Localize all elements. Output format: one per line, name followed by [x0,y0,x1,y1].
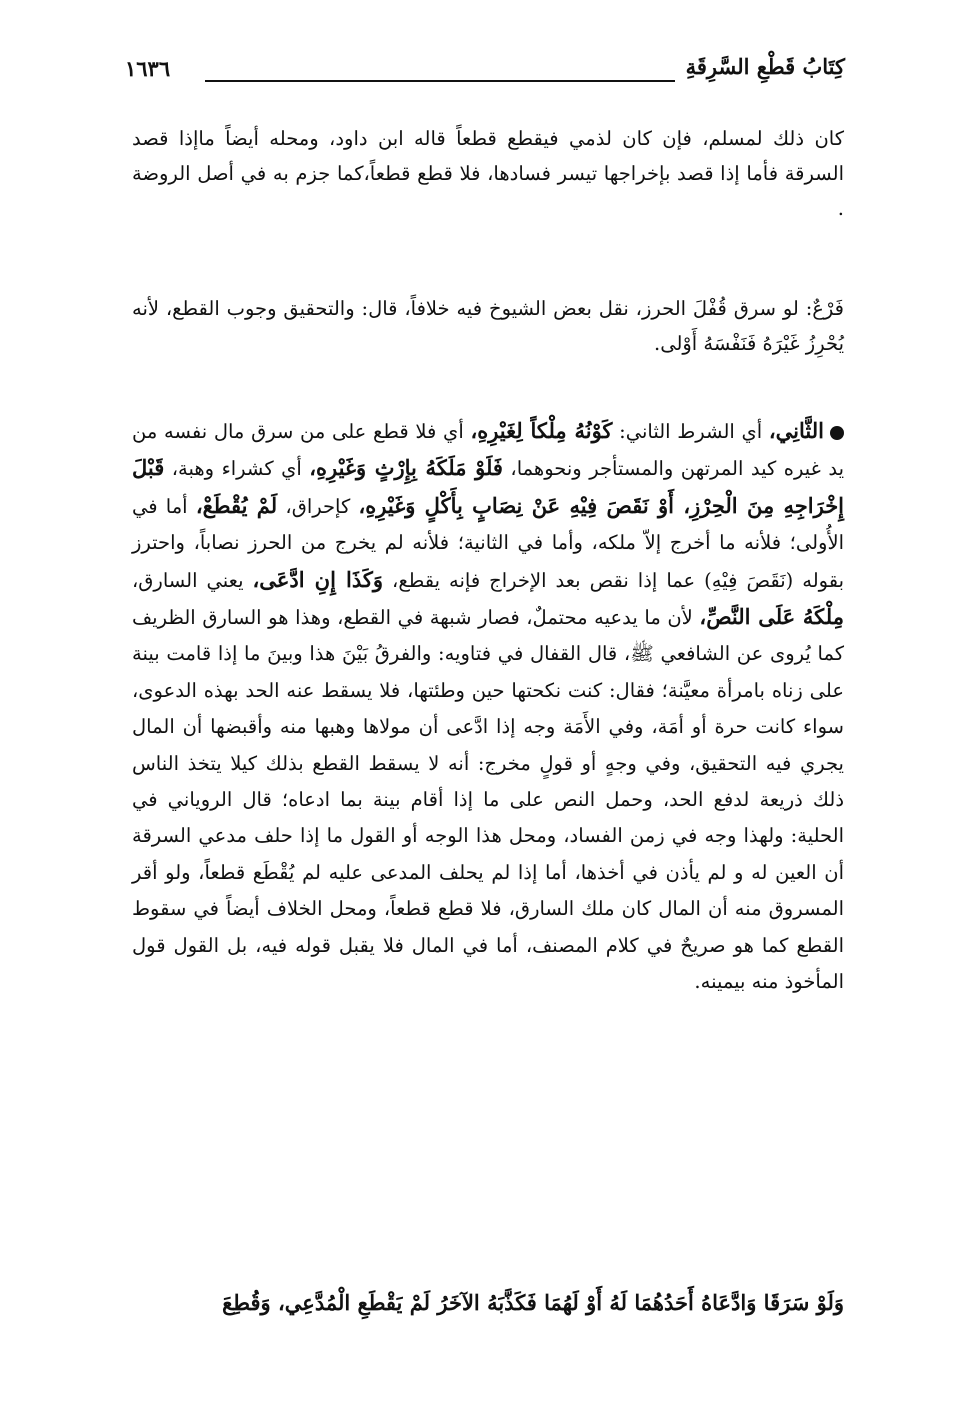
commentary-segment: كإحراق، [277,494,359,518]
matn-segment: قَبْلَ إِخْرَاجِهِ مِنَ الْحِرْزِ، أَوْ نَقَصَ فِيْهِ عَنْ نِصَابٍ بِأَكْلٍ وَغَيْرِهِ، [132,455,845,518]
header-rule [205,80,675,82]
commentary-segment: أما في الأُولى؛ فلأنه ما أخرج إلاّ ملكه، وأما في الثانية؛ فلأنه لم يخرج من الحرز نصاباً، واحترز بقوله (نَقَصَ فِيْهِ) عما إذا نقص بعد الإخراج فإنه يقطع، [132,494,845,592]
commentary-segment: لأن ما يدعيه محتملٌ، فصار شبهة في القطع، وهذا هو السارق الظريف كما يُروى عن الشافعي ﷺ، قال القفال في فتاويه: والفرقُ بَيْنَ هذا وبينَ ما إذا قامت بينة على زناه بامرأة معيَّنة؛ فقال: كنت نكحتها حين وطئتها، فلا يسقط عنه الحد بهذه الدعوى، سواء كانت حرة أو أمَة، وفي الأَمَة وجه إذا ادَّعى أن مولاها وهبها منه وأقبضها أن المال يجري فيه التحقيق، وفي وجهٍ أو قولٍ مخرج: أنه لا يسقط القطع بذلك كيلا يتخذ الناس ذلك ذريعة لدفع الحد، وحمل النص على ما إذا أقام بينة بما ادعاه؛ قال الروياني في الحلية: ولهذا وجه في زمن الفساد، ومحل هذا الوجه أو القول ما إذا حلف مدعي السرقة أن العين له و لم يأذن في أخذها، أما إذا لم يحلف المدعى عليه لم يُقْطَع قطعاً، ولو أقر المسروق منه أن المال كان ملك السارق، فلا قطع قطعاً، ومحل الخلاف أيضاً في سقوط القطع كما هو صريحٌ في كلام المصنف، أما في المال فلا يقبل قوله فيه، بل القول قول المأخوذ منه بيمينه. [132,606,844,994]
matn-segment: لَمْ يُقْطَعْ، [195,492,278,518]
running-title: كِتَابُ قَطْعِ السَّرِقَةِ [685,54,845,79]
matn-segment: كَوْنُهُ مِلْكاً لِغَيْرِهِ، [470,418,613,443]
paragraph-second-condition [132,413,844,1001]
page-header [125,52,845,92]
matn-final-line: وَلَوْ سَرَقَا وَادَّعَاهُ أَحَدُهُمَا لَهُ أَوْ لَهُمَا فَكَذَّبَهُ الآخَرُ لَمْ يَقْطَعِ الْمُدَّعِي، وَقُطِعَ [222,1290,844,1315]
bullet-circle-icon [830,426,844,440]
paragraph-1: كان ذلك لمسلم، فإن كان لذمي فيقطع قطعاً قاله ابن داود، ومحله أيضاً ماإذا قصد السرقة فأما إذا قصد بإخراجها تيسر فسادها، فلا قطع قطعاً،كما جزم به في أصل الروضة . [132,127,844,220]
matn-segment: مِلْكَهُ عَلَى النَّصِّ، [699,604,844,630]
matn-segment: الثَّانِي، [768,418,824,443]
commentary-segment: أي كشراء وهبة، [164,457,310,481]
commentary-segment: أي فلا قطع على من سرق مال نفسه من يد غيره كيد المرتهن والمستأجر ونحوهما، [132,420,844,481]
matn-segment: وَكَذَا إِنِ ادَّعَى، [252,566,384,592]
page-number: ١٦٣٦ [125,56,171,81]
paragraph-far: فَرْعٌ: لو سرق قُفْلَ الحرز، نقل بعض الشيوخ فيه خلافاً، قال: والتحقيق وجوب القطع، لأنه يُحْرِزُ غَيْرَهُ فَنَفْسَهُ أَوْلى. [132,297,844,355]
commentary-segment: يعني السارق، [132,568,253,592]
commentary-segment: أي الشرط الثاني: [612,420,769,443]
matn-segment: فَلَوْ مَلَكَهُ بِإِرْثٍ وَغَيْرِهِ، [309,455,503,481]
